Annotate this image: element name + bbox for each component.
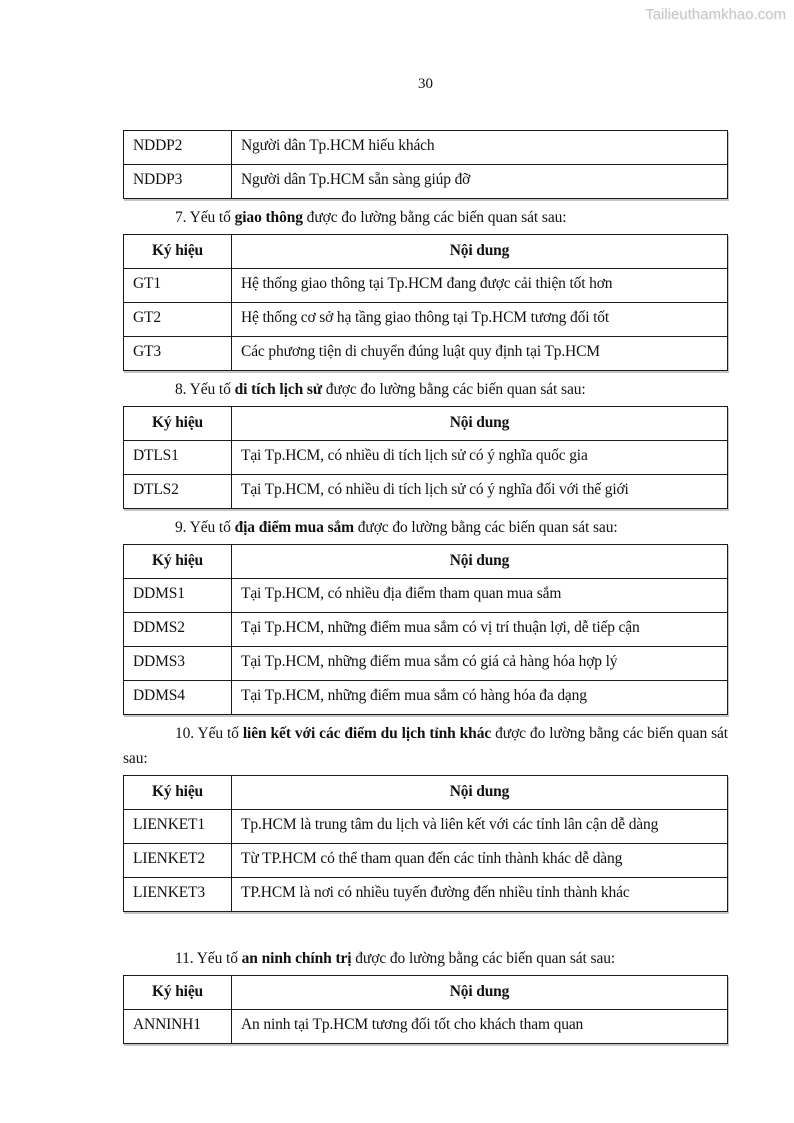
cell-code: GT1 [124, 269, 232, 303]
cell-text: Người dân Tp.HCM hiếu khách [232, 131, 728, 165]
heading-bold: an ninh chính trị [241, 950, 352, 967]
table-header-row [124, 545, 728, 579]
table-dtls [123, 406, 728, 509]
table-header-row [124, 407, 728, 441]
table-row [124, 613, 728, 647]
cell-code: LIENKET1 [124, 810, 232, 844]
section-an-ninh [123, 946, 728, 1044]
header-cell-content: Nội dung [232, 407, 728, 441]
page-number: 30 [418, 76, 433, 92]
table-row [124, 1010, 728, 1044]
section-heading [123, 515, 728, 540]
section-heading [123, 946, 728, 971]
section-heading [123, 721, 728, 771]
heading-prefix: 10. Yếu tố [175, 725, 243, 742]
heading-suffix: được đo lường bằng các biến quan sát sau: [353, 519, 618, 536]
table-row [124, 647, 728, 681]
table-row [124, 165, 728, 199]
cell-text: Tại Tp.HCM, có nhiều di tích lịch sử có ý nghĩa đối với thế giới [232, 475, 728, 509]
header-cell-content: Nội dung [232, 545, 728, 579]
table-nddp [123, 130, 728, 199]
section-di-tich-lich-su [123, 377, 728, 509]
header-cell-symbol: Ký hiệu [124, 407, 232, 441]
cell-code: GT3 [124, 337, 232, 371]
header-cell-symbol: Ký hiệu [124, 545, 232, 579]
cell-code: DDMS4 [124, 681, 232, 715]
cell-text: Tại Tp.HCM, những điểm mua sắm có vị trí thuận lợi, dễ tiếp cận [232, 613, 728, 647]
table-row [124, 475, 728, 509]
cell-code: DDMS3 [124, 647, 232, 681]
table-row [124, 810, 728, 844]
cell-text: Tp.HCM là trung tâm du lịch và liên kết với các tỉnh lân cận dễ dàng [232, 810, 728, 844]
table-row [124, 269, 728, 303]
cell-code: GT2 [124, 303, 232, 337]
heading-prefix: 9. Yếu tố [175, 519, 235, 536]
table-row [124, 131, 728, 165]
cell-code: NDDP3 [124, 165, 232, 199]
section-heading [123, 205, 728, 230]
table-row [124, 844, 728, 878]
table-ddms [123, 544, 728, 715]
table-gt [123, 234, 728, 371]
cell-code: NDDP2 [124, 131, 232, 165]
heading-suffix: được đo lường bằng các biến quan sát sau: [123, 725, 728, 767]
table-lienket [123, 775, 728, 912]
heading-suffix: được đo lường bằng các biến quan sát sau: [302, 209, 567, 226]
cell-text: Tại Tp.HCM, những điểm mua sắm có hàng hóa đa dạng [232, 681, 728, 715]
cell-text: TP.HCM là nơi có nhiều tuyến đường đến nhiều tỉnh thành khác [232, 878, 728, 912]
heading-suffix: được đo lường bằng các biến quan sát sau: [322, 381, 586, 398]
header-cell-symbol: Ký hiệu [124, 776, 232, 810]
heading-bold: liên kết với các điểm du lịch tỉnh khác [242, 725, 492, 742]
cell-code: DTLS2 [124, 475, 232, 509]
section-lien-ket [123, 721, 728, 912]
table-anninh [123, 975, 728, 1044]
cell-code: LIENKET2 [124, 844, 232, 878]
table-row [124, 878, 728, 912]
cell-code: DDMS1 [124, 579, 232, 613]
header-cell-symbol: Ký hiệu [124, 976, 232, 1010]
cell-text: Tại Tp.HCM, những điểm mua sắm có giá cả hàng hóa hợp lý [232, 647, 728, 681]
header-cell-content: Nội dung [232, 776, 728, 810]
page-content [123, 130, 728, 1044]
heading-bold: giao thông [234, 209, 303, 226]
heading-suffix: được đo lường bằng các biến quan sát sau: [351, 950, 616, 967]
table-row [124, 303, 728, 337]
cell-text: Hệ thống giao thông tại Tp.HCM đang được cải thiện tốt hơn [232, 269, 728, 303]
section-dia-diem-mua-sam [123, 515, 728, 715]
header-cell-content: Nội dung [232, 235, 728, 269]
cell-text: Tại Tp.HCM, có nhiều di tích lịch sử có ý nghĩa quốc gia [232, 441, 728, 475]
cell-code: LIENKET3 [124, 878, 232, 912]
cell-text: Các phương tiện di chuyển đúng luật quy định tại Tp.HCM [232, 337, 728, 371]
heading-prefix: 7. Yếu tố [175, 209, 235, 226]
heading-prefix: 8. Yếu tố [175, 381, 235, 398]
cell-text: Từ TP.HCM có thể tham quan đến các tỉnh thành khác dễ dàng [232, 844, 728, 878]
cell-text: An ninh tại Tp.HCM tương đối tốt cho khách tham quan [232, 1010, 728, 1044]
table-row [124, 337, 728, 371]
header-cell-symbol: Ký hiệu [124, 235, 232, 269]
cell-code: ANNINH1 [124, 1010, 232, 1044]
heading-bold: địa điểm mua sắm [234, 519, 354, 536]
cell-code: DTLS1 [124, 441, 232, 475]
table-row [124, 681, 728, 715]
heading-prefix: 11. Yếu tố [175, 950, 242, 967]
cell-text: Tại Tp.HCM, có nhiều địa điểm tham quan mua sắm [232, 579, 728, 613]
table-row [124, 579, 728, 613]
header-cell-content: Nội dung [232, 976, 728, 1010]
cell-code: DDMS2 [124, 613, 232, 647]
table-header-row [124, 235, 728, 269]
table-header-row [124, 776, 728, 810]
watermark: Tailieuthamkhao.com [645, 6, 786, 23]
table-header-row [124, 976, 728, 1010]
cell-text: Hệ thống cơ sở hạ tầng giao thông tại Tp.HCM tương đối tốt [232, 303, 728, 337]
cell-text: Người dân Tp.HCM sẵn sàng giúp đỡ [232, 165, 728, 199]
table-row [124, 441, 728, 475]
section-heading [123, 377, 728, 402]
heading-bold: di tích lịch sử [234, 381, 323, 398]
section-giao-thong [123, 205, 728, 371]
